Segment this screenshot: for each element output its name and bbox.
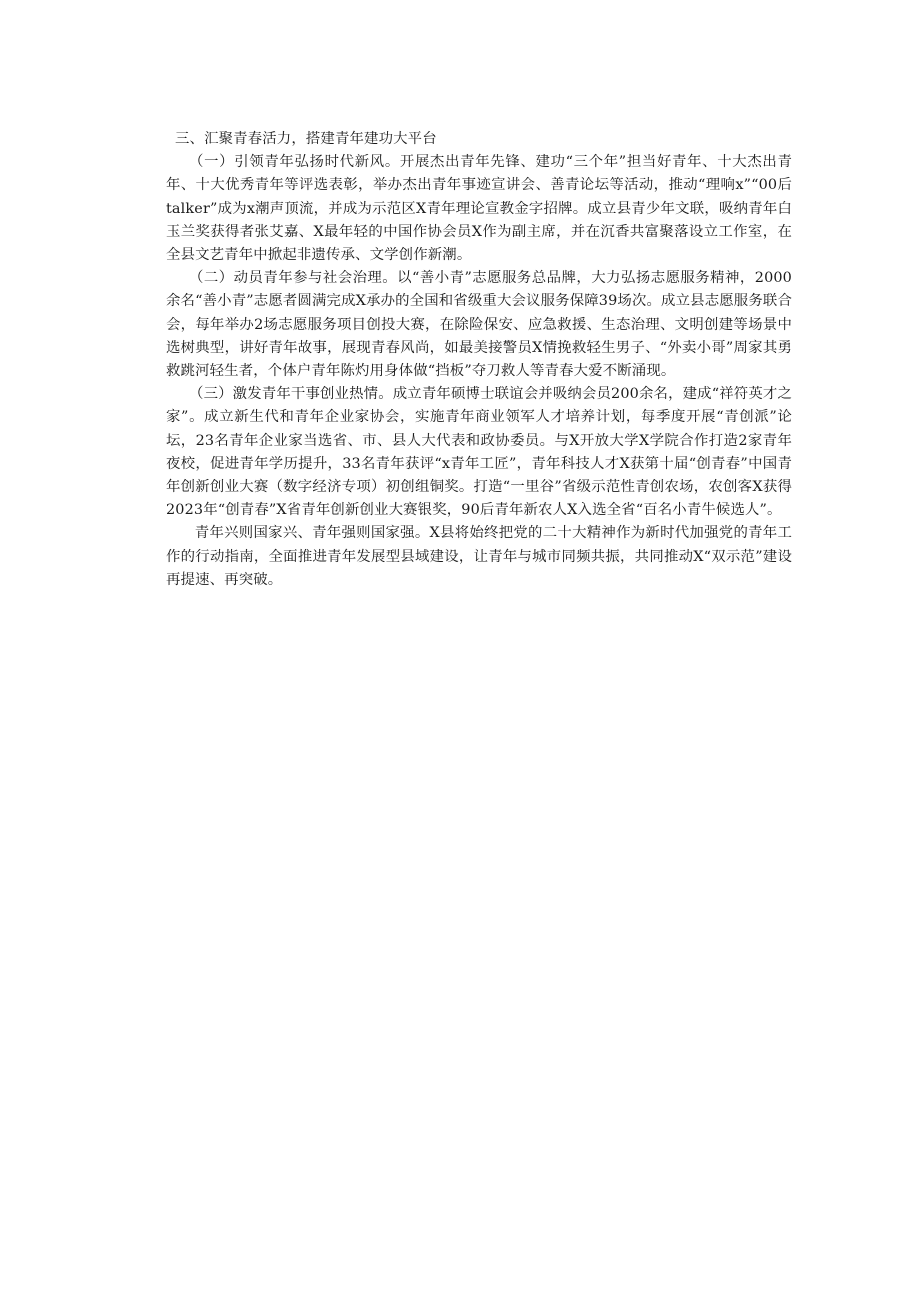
paragraph-social-governance: （二）动员青年参与社会治理。以“善小青”志愿服务总品牌，大力弘扬志愿服务精神，2000余名“善小青”志愿者圆满完成X承办的全国和省级重大会议服务保障39场次。成立县志愿服务联合会，每年举办2场志愿服务项目创投大赛，在除险保安、应急救援、生态治理、文明创建等场景中选树典型，讲好青年故事，展现青春风尚，如最美接警员X情挽救轻生男子、“外卖小哥”周家其勇救跳河轻生者，个体户青年陈灼用身体做“挡板”夺刀救人等青春大爱不断涌现。: [166, 270, 792, 380]
section-heading: 三、汇聚青春活力，搭建青年建功大平台: [175, 131, 437, 147]
paragraph-conclusion: 青年兴则国家兴、青年强则国家强。X县将始终把党的二十大精神作为新时代加强党的青年工作的行动指南，全面推进青年发展型县域建设，让青年与城市同频共振，共同推动X“双示范”建设再提速、再突破。: [166, 525, 792, 588]
paragraph-guide-youth: （一）引领青年弘扬时代新风。开展杰出青年先锋、建功“三个年”担当好青年、十大杰出青年、十大优秀青年等评选表彰，举办杰出青年事迹宣讲会、善青论坛等活动，推动“理响x”“00后talker”成为x潮声顶流，并成为示范区X青年理论宣教金字招牌。成立县青少年文联，吸纳青年白玉兰奖获得者张艾嘉、X最年轻的中国作协会员X作为副主席，并在沉香共富聚落设立工作室，在全县文艺青年中掀起非遗传承、文学创作新潮。: [166, 154, 792, 264]
paragraph-entrepreneurship: （三）激发青年干事创业热情。成立青年硕博士联谊会并吸纳会员200余名，建成“祥符英才之家”。成立新生代和青年企业家协会，实施青年商业领军人才培养计划，每季度开展“青创派”论坛，23名青年企业家当选省、市、县人大代表和政协委员。与X开放大学X学院合作打造2家青年夜校，促进青年学历提升，33名青年获评“x青年工匠”，青年科技人才X获第十届“创青春”中国青年创新创业大赛（数字经济专项）初创组铜奖。打造“一里谷”省级示范性青创农场，农创客X获得2023年“创青春”X省青年创新创业大赛银奖，90后青年新农人X入选全省“百名小青牛候选人”。: [166, 386, 792, 519]
document-body: [166, 128, 792, 592]
